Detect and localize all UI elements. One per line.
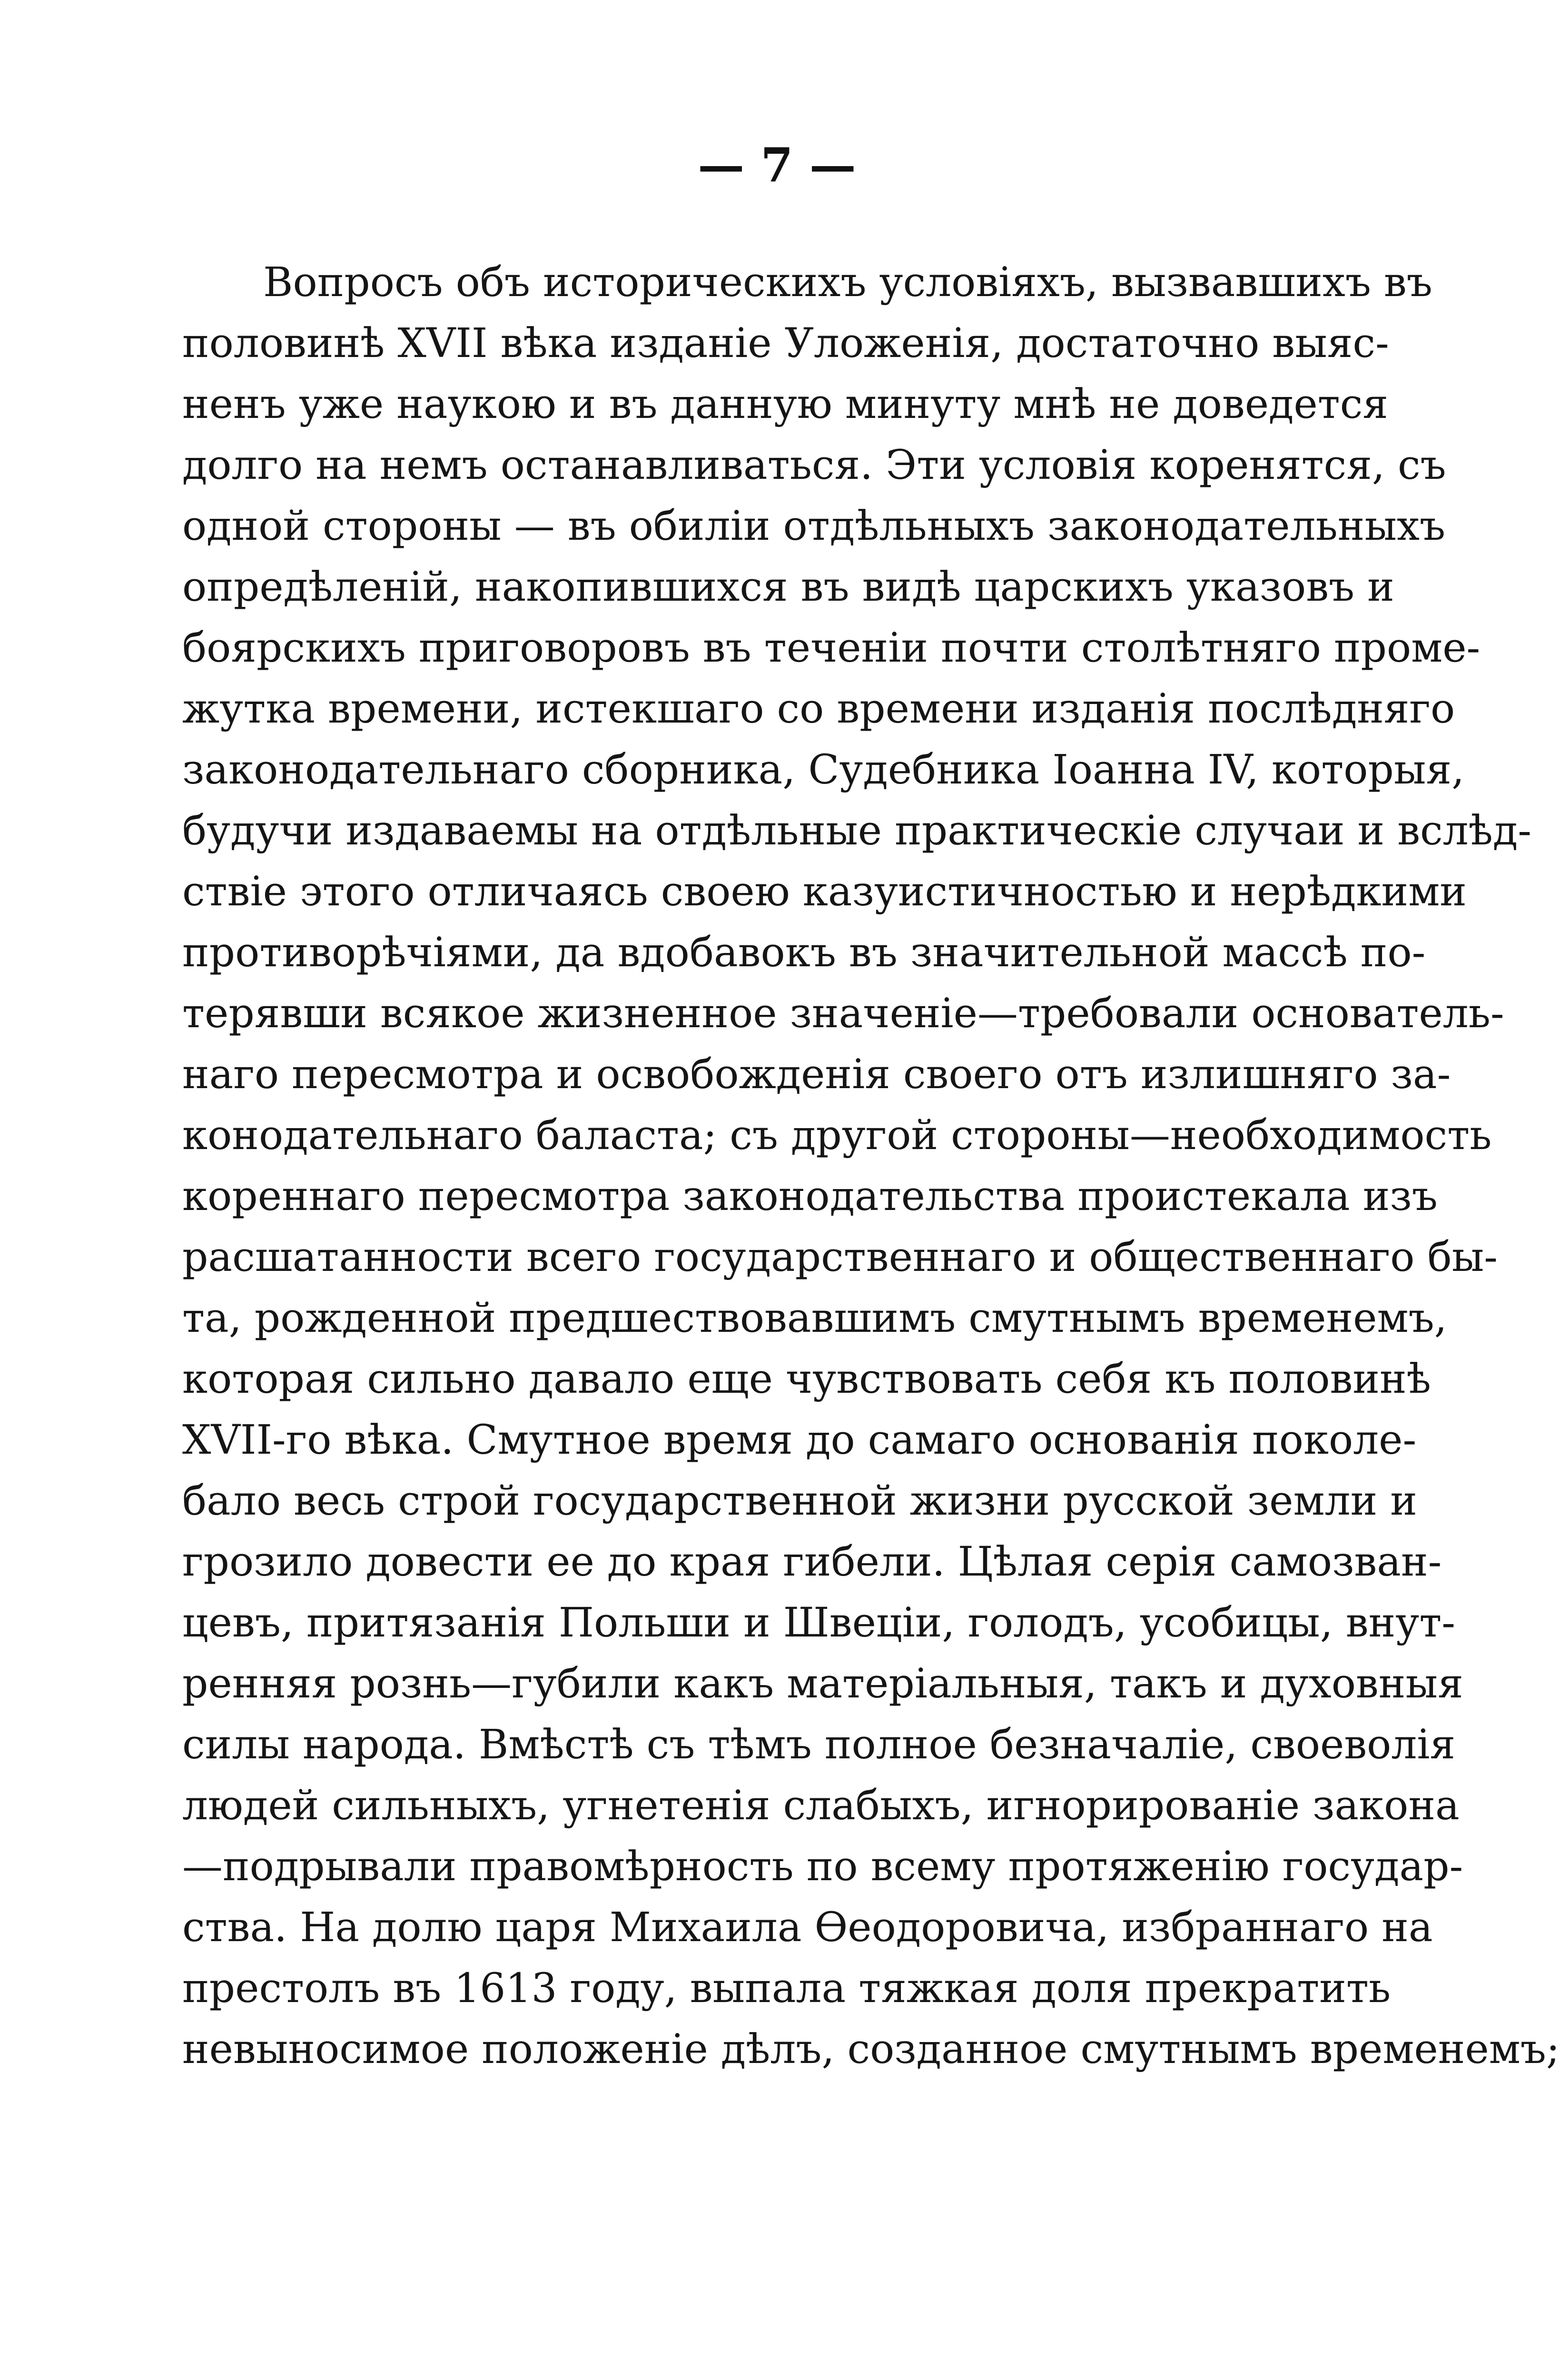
text-line: конодательнаго баласта; съ другой стороны—необходимость [182,1112,1492,1159]
text-line: наго пересмотра и освобожденія своего отъ излишняго за- [182,1051,1451,1098]
text-line: противорѣчіями, да вдобавокъ въ значительной массѣ по- [182,929,1426,976]
text-line: цевъ, притязанія Польши и Швеціи, голодъ, усобицы, внут- [182,1599,1456,1646]
text-line: та, рожденной предшествовавшимъ смутнымъ временемъ, [182,1295,1447,1342]
text-line: терявши всякое жизненное значеніе—требовали основатель- [182,990,1504,1037]
text-line: кореннаго пересмотра законодательства проистекала изъ [182,1173,1438,1220]
text-line: ненъ уже наукою и въ данную минуту мнѣ не доведется [182,381,1388,428]
text-line: законодательнаго сборника, Судебника Іоанна IV, которыя, [182,746,1465,793]
text-line: бало весь строй государственной жизни русской земли и [182,1478,1417,1525]
text-line: жутка времени, истекшаго со времени изданія послѣдняго [182,685,1455,733]
text-line: опредѣленій, накопившихся въ видѣ царскихъ указовъ и [182,564,1394,611]
body-text [182,252,1560,2080]
text-line: ствіе этого отличаясь своею казуистичностью и нерѣдкими [182,868,1467,915]
text-line: расшатанности всего государственнаго и общественнаго бы- [182,1234,1498,1281]
text-line: XVII-го вѣка. Смутное время до самаго основанія поколе- [182,1417,1417,1464]
text-line: половинѣ XVII вѣка изданіе Уложенія, достаточно выяс- [182,320,1389,367]
text-line: которая сильно давало еще чувствовать себя къ половинѣ [182,1356,1431,1403]
text-line: боярскихъ приговоровъ въ теченіи почти столѣтняго проме- [182,625,1481,672]
text-line: будучи издаваемы на отдѣльные практическіе случаи и вслѣд- [182,807,1531,854]
text-line: —подрывали правомѣрность по всему протяженію государ- [182,1843,1463,1890]
text-line: одной стороны — въ обиліи отдѣльныхъ законодательныхъ [182,503,1446,550]
text-line: грозило довести ее до края гибели. Цѣлая серія самозван- [182,1538,1442,1586]
text-line: невыносимое положеніе дѣлъ, созданное смутнымъ временемъ; [182,2026,1560,2073]
text-line: силы народа. Вмѣстѣ съ тѣмъ полное безначаліе, своеволія [182,1721,1456,1768]
page-number: — 7 — [698,138,856,193]
text-line: людей сильныхъ, угнетенія слабыхъ, игнорированіе закона [182,1782,1460,1829]
text-line: ства. На долю царя Михаила Ѳеодоровича, избраннаго на [182,1904,1433,1951]
text-line: Вопросъ объ историческихъ условіяхъ, вызвавшихъ въ [263,259,1432,306]
text-line: долго на немъ останавливаться. Эти условія коренятся, съ [182,442,1446,489]
text-line: ренняя рознь—губили какъ матеріальныя, такъ и духовныя [182,1660,1463,1707]
text-line: престолъ въ 1613 году, выпала тяжкая доля прекратить [182,1965,1391,2012]
